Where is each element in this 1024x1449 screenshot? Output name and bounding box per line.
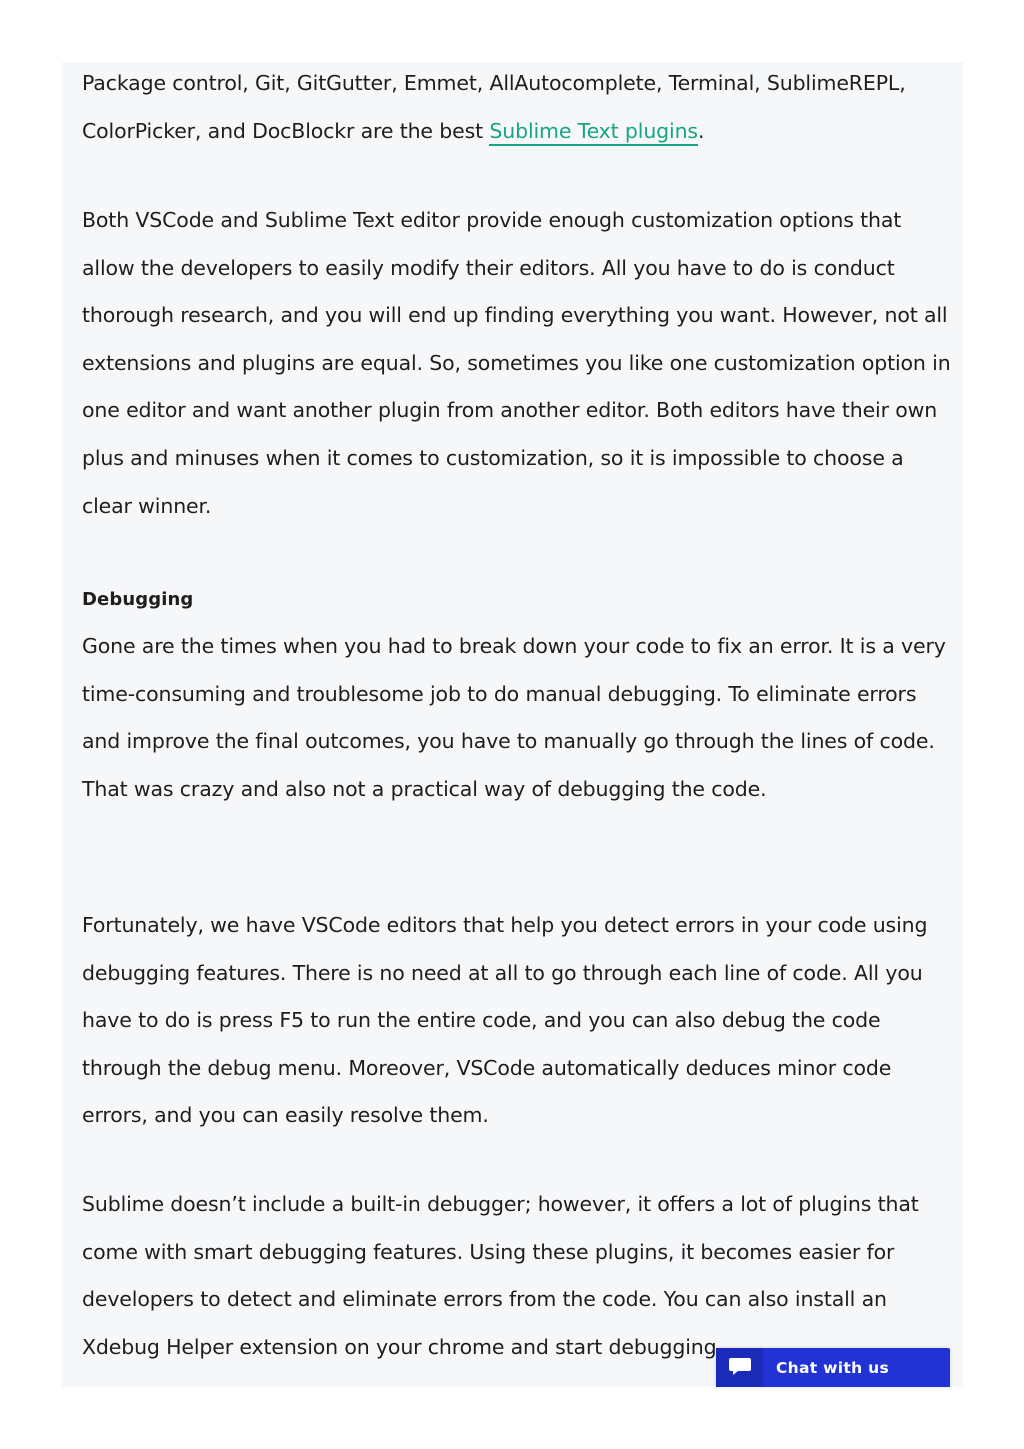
- paragraph-customization: Both VSCode and Sublime Text editor provide enough customization options that allow the developers to easily modify their editors. All you have to do is conduct thorough research, and you will end up finding everything you want. However, not all extensions and plugins are equal. So, sometimes you like one customization option in one editor and want another plugin from another editor. Both editors have their own plus and minuses when it comes to customization, so it is impossible to choose a clear winner.: [82, 208, 951, 518]
- chat-label: Chat with us: [776, 1358, 890, 1377]
- chat-icon-container: [716, 1348, 763, 1387]
- paragraph-plugins: [82, 62, 952, 155]
- paragraph-plugins-end: .: [697, 118, 705, 143]
- paragraph-sublime-debugging: Sublime doesn’t include a built-in debugger; however, it offers a lot of plugins that come with smart debugging features. Using these plugins, it becomes easier for developers to detect and eliminate errors from the code. You can also install an Xdebug Helper extension on your chrome and start debugging: [82, 1192, 919, 1359]
- chat-bubble-icon: [728, 1354, 752, 1382]
- chat-with-us-button[interactable]: [716, 1348, 950, 1387]
- section-heading-debugging: Debugging: [82, 589, 194, 610]
- paragraph-plugins-text: Package control, Git, GitGutter, Emmet, AllAutocomplete, Terminal, SublimeREPL, ColorPicker, and DocBlockr are the best: [82, 71, 906, 143]
- paragraph-vscode-debugging: Fortunately, we have VSCode editors that help you detect errors in your code using debugging features. There is no need at all to go through each line of code. All you have to do is press F5 to run the entire code, and you can also debug the code through the debug menu. Moreover, VSCode automatically deduces minor code errors, and you can easily resolve them.: [82, 913, 928, 1128]
- sublime-text-plugins-link[interactable]: Sublime Text plugins: [489, 119, 698, 146]
- article-card: [62, 62, 963, 1387]
- paragraph-manual-debugging: Gone are the times when you had to break down your code to fix an error. It is a very time-consuming and troublesome job to do manual debugging. To eliminate errors and improve the final outcomes, you have to manually go through the lines of code. That was crazy and also not a practical way of debugging the code.: [82, 634, 946, 801]
